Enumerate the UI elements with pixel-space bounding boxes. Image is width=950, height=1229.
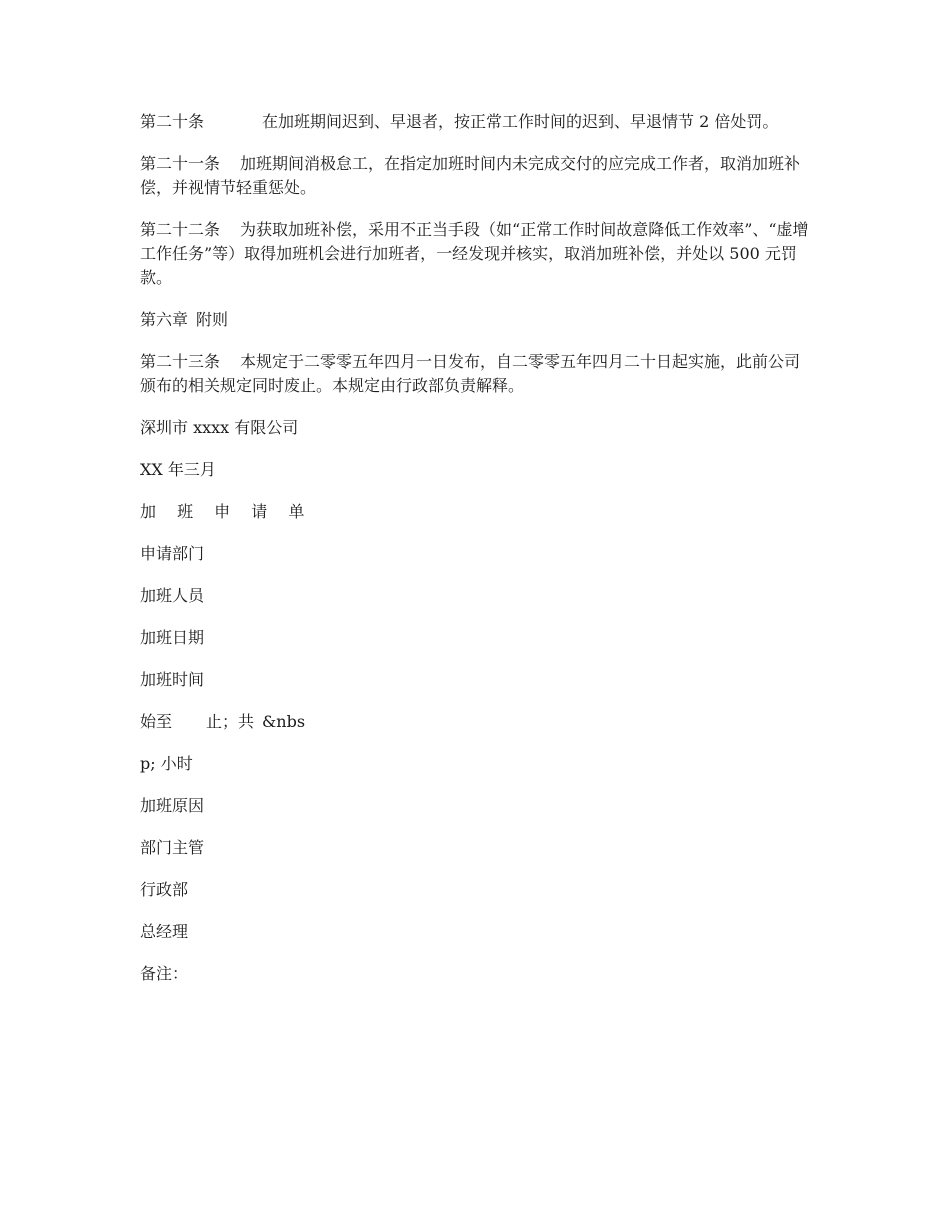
document-body bbox=[140, 110, 812, 1004]
article-20 bbox=[140, 110, 812, 134]
chapter-number: 第六章 bbox=[140, 310, 189, 329]
form-field-dept: 申请部门 bbox=[140, 544, 205, 563]
form-hours-line: p; 小时 bbox=[140, 754, 193, 773]
form-field-time: 加班时间 bbox=[140, 670, 205, 689]
form-field-staff: 加班人员 bbox=[140, 586, 205, 605]
form-field-note: 备注： bbox=[140, 964, 189, 983]
article-number: 第二十二条 bbox=[140, 220, 221, 239]
article-number: 第二十条 bbox=[140, 112, 205, 131]
article-text: 本规定于二零零五年四月一日发布，自二零零五年四月二十日起实施，此前公司颁布的相关规定同时废止。本规定由行政部负责解释。 bbox=[140, 352, 801, 395]
form-field-gm: 总经理 bbox=[140, 922, 189, 941]
range-tail-text: &nbs bbox=[262, 712, 306, 731]
range-end-label: 止；共 bbox=[206, 712, 255, 731]
form-title: 加 班 申 请 单 bbox=[140, 502, 313, 521]
article-22 bbox=[140, 218, 812, 290]
form-field-date: 加班日期 bbox=[140, 628, 205, 647]
article-number: 第二十三条 bbox=[140, 352, 221, 371]
range-start-label: 始至 bbox=[140, 712, 173, 731]
article-21 bbox=[140, 152, 812, 200]
company-name: 深圳市 xxxx 有限公司 bbox=[140, 418, 299, 437]
chapter-title: 附则 bbox=[196, 310, 229, 329]
article-text: 为获取加班补偿，采用不正当手段（如“正常工作时间故意降低工作效率”、“虚增工作任务”等）取得加班机会进行加班者，一经发现并核实，取消加班补偿，并处以 500 元罚款。 bbox=[140, 220, 809, 287]
article-text: 加班期间消极怠工，在指定加班时间内未完成交付的应完成工作者，取消加班补偿，并视情节轻重惩处。 bbox=[140, 154, 801, 197]
form-field-reason: 加班原因 bbox=[140, 796, 205, 815]
chapter-heading bbox=[140, 308, 812, 332]
form-field-admin: 行政部 bbox=[140, 880, 189, 899]
article-23 bbox=[140, 350, 812, 398]
article-number: 第二十一条 bbox=[140, 154, 221, 173]
form-field-manager: 部门主管 bbox=[140, 838, 205, 857]
issue-date: XX 年三月 bbox=[140, 460, 216, 479]
form-time-range bbox=[140, 710, 812, 734]
article-text: 在加班期间迟到、早退者，按正常工作时间的迟到、早退情节 2 倍处罚。 bbox=[262, 112, 779, 131]
